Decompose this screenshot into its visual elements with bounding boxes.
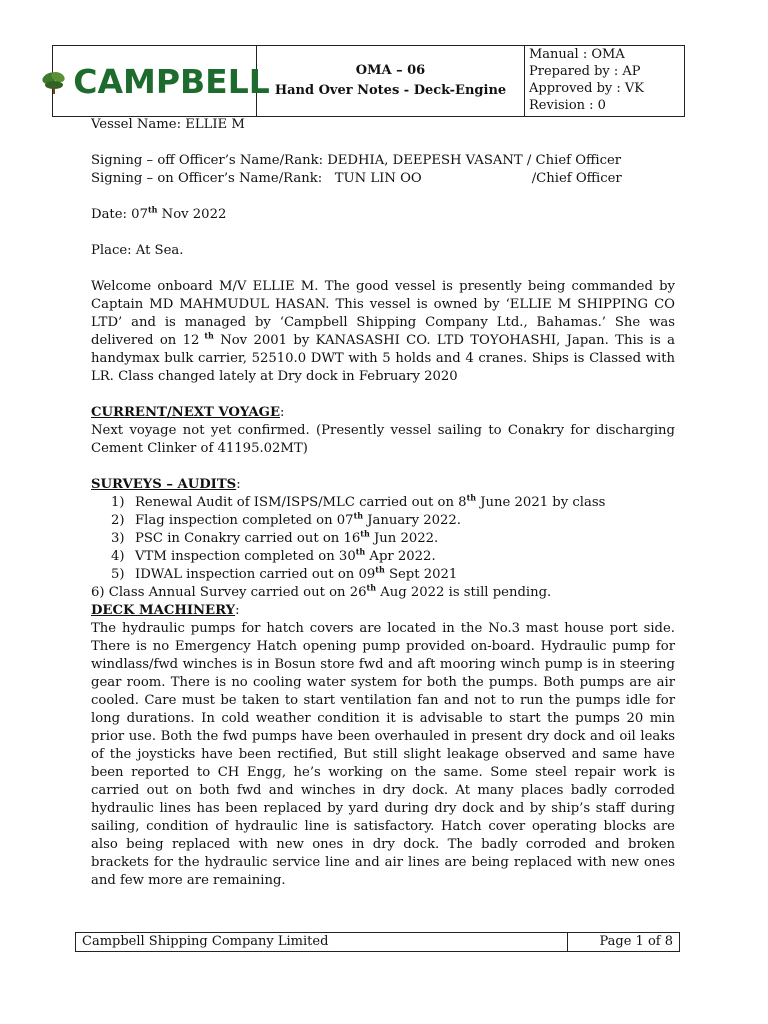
surveys-heading: SURVEYS – AUDITS: xyxy=(91,477,241,492)
document-title-cell xyxy=(257,46,525,116)
company-logo xyxy=(53,46,270,116)
place-line: Place: At Sea. xyxy=(91,243,184,258)
voyage-heading: CURRENT/NEXT VOYAGE: xyxy=(91,405,285,420)
document-code: OMA – 06 xyxy=(355,63,426,78)
list-item: 3) PSC in Conakry carried out on 16th Jun 2022. xyxy=(111,528,439,546)
footer-company: Campbell Shipping Company Limited xyxy=(76,933,568,951)
list-item: 2) Flag inspection completed on 07th January 2022. xyxy=(111,510,461,528)
logo-wordmark: CAMPBELL xyxy=(73,61,270,101)
header-table xyxy=(52,45,685,117)
vessel-name: Vessel Name: ELLIE M xyxy=(91,117,245,132)
revision-label: Revision : 0 xyxy=(529,98,606,113)
manual-label: Manual : OMA xyxy=(529,47,625,62)
signing-on-officer: Signing – on Officer’s Name/Rank: TUN LIN OO /Chief Officer xyxy=(91,171,622,186)
welcome-paragraph: Welcome onboard M/V ELLIE M. The good vessel is presently being commanded by Captain MD MAHMUDUL HASAN. This vessel is owned by ‘ELLIE M SHIPPING CO LTD’ and is managed by ‘Campbell Shipping Company Ltd., Bahamas.’ She was delivered on 12 $^{th}$ Nov 2001 by KANASASHI CO. LTD TOYOHASHI, Japan. This is a handymax bulk carrier, 52510.0 DWT with 5 holds and 4 cranes. Ships is Classed with LR. Class changed lately at Dry dock in February 2020 xyxy=(91,279,675,384)
list-item: 5) IDWAL inspection carried out on 09th Sept 2021 xyxy=(111,564,458,582)
deck-machinery-text: The hydraulic pumps for hatch covers are located in the No.3 mast house port side. There is no Emergency Hatch opening pump provided on-board. Hydraulic pump for windlass/fwd winches is in Bosun store fwd and aft mooring winch pump is in steering gear room. There is no cooling water system for both the pumps. Both pumps are air cooled. Care must be taken to start ventilation fan and not to run the pumps idle for long durations. In cold weather condition it is advisable to start the pumps 20 min prior use. Both the fwd pumps have been overhauled in present dry dock and oil leaks of the joysticks have been rectified, But still slight leakage observed and same have been reported to CH Engg, he’s working on the same. Some steel repair work is carried out on both fwd and winches in dry dock. At many places badly corroded hydraulic lines has been replaced by yard during dry dock and by ship’s staff during sailing, condition of hydraulic line is satisfactory. Hatch cover operating blocks are also being replaced with new ones in dry dock. The badly corroded and broken brackets for the hydraulic service line and air lines are being replaced with new ones and few more are remaining. xyxy=(91,621,675,888)
survey-item-6: 6) Class Annual Survey carried out on 26th Aug 2022 is still pending. xyxy=(91,582,552,600)
document-meta-cell xyxy=(525,46,684,116)
document-title: Hand Over Notes - Deck-Engine xyxy=(274,83,507,98)
deck-machinery-heading: DECK MACHINERY: xyxy=(91,603,240,618)
leaf-emblem-icon xyxy=(39,66,69,96)
document-body xyxy=(91,116,675,890)
list-item: 4) VTM inspection completed on 30th Apr 2022. xyxy=(111,546,436,564)
page-footer xyxy=(75,932,680,952)
approved-by-label: Approved by : VK xyxy=(529,81,644,96)
page-number: Page 1 of 8 xyxy=(599,934,673,949)
prepared-by-label: Prepared by : AP xyxy=(529,64,641,79)
date-line: Date: 07th Nov 2022 xyxy=(91,204,227,222)
signing-off-officer: Signing – off Officer’s Name/Rank: DEDHIA, DEEPESH VASANT / Chief Officer xyxy=(91,153,622,168)
surveys-list xyxy=(91,494,675,584)
list-item: 1) Renewal Audit of ISM/ISPS/MLC carried out on 8th June 2021 by class xyxy=(111,492,606,510)
voyage-text: Next voyage not yet confirmed. (Presently vessel sailing to Conakry for discharging Cement Clinker of 41195.02MT) xyxy=(91,423,675,456)
